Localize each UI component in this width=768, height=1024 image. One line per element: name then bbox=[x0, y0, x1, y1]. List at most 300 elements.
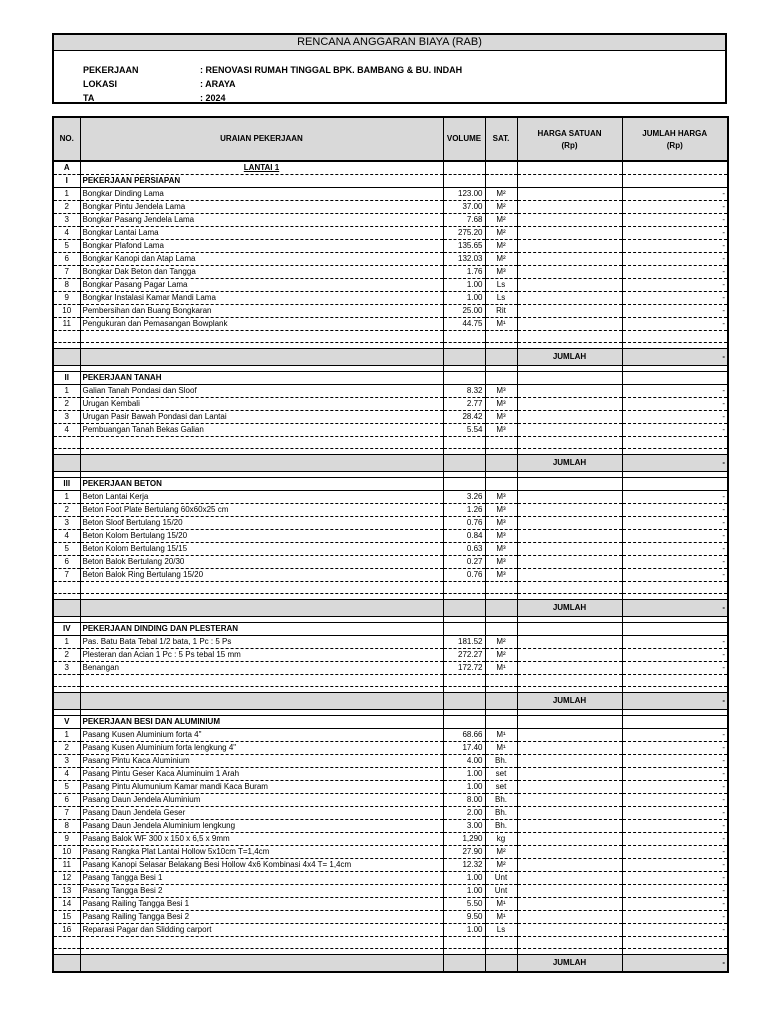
empty-cell bbox=[622, 675, 728, 687]
item-no: 6 bbox=[53, 556, 80, 569]
lantai-no: A bbox=[53, 161, 80, 175]
blank-row bbox=[53, 437, 728, 449]
item-unit-price bbox=[517, 662, 622, 675]
table-row bbox=[53, 318, 728, 331]
item-unit: M¹ bbox=[485, 898, 517, 911]
item-unit: M¹ bbox=[485, 729, 517, 742]
empty-cell bbox=[485, 675, 517, 687]
item-unit: M³ bbox=[485, 530, 517, 543]
empty-cell bbox=[443, 161, 485, 175]
item-no: 13 bbox=[53, 885, 80, 898]
item-unit-price bbox=[517, 781, 622, 794]
subtotal-row bbox=[53, 600, 728, 617]
table-row bbox=[53, 253, 728, 266]
item-unit: M¹ bbox=[485, 911, 517, 924]
empty-cell bbox=[80, 600, 443, 617]
item-volume: 135.65 bbox=[443, 240, 485, 253]
item-volume: 37.00 bbox=[443, 201, 485, 214]
item-unit: Ls bbox=[485, 924, 517, 937]
document-title: RENCANA ANGGARAN BIAYA (RAB) bbox=[54, 35, 725, 51]
item-volume: 1.26 bbox=[443, 504, 485, 517]
empty-cell bbox=[517, 675, 622, 687]
item-desc: Bongkar Kanopi dan Atap Lama bbox=[80, 253, 443, 266]
item-volume: 132.03 bbox=[443, 253, 485, 266]
empty-cell bbox=[443, 600, 485, 617]
item-unit-price bbox=[517, 543, 622, 556]
col-harga-satuan: HARGA SATUAN (Rp) bbox=[517, 117, 622, 161]
item-no: 2 bbox=[53, 742, 80, 755]
empty-cell bbox=[443, 331, 485, 343]
empty-cell bbox=[517, 716, 622, 729]
table-row bbox=[53, 820, 728, 833]
item-desc: Bongkar Lantai Lama bbox=[80, 227, 443, 240]
item-unit: M² bbox=[485, 636, 517, 649]
empty-cell bbox=[622, 161, 728, 175]
empty-cell bbox=[485, 600, 517, 617]
empty-cell bbox=[485, 437, 517, 449]
item-unit-price bbox=[517, 266, 622, 279]
empty-cell bbox=[485, 693, 517, 710]
item-total-price: - bbox=[622, 517, 728, 530]
table-row bbox=[53, 491, 728, 504]
table-row bbox=[53, 201, 728, 214]
item-unit: Unt bbox=[485, 872, 517, 885]
empty-cell bbox=[80, 455, 443, 472]
item-no: 11 bbox=[53, 318, 80, 331]
item-volume: 44.75 bbox=[443, 318, 485, 331]
item-unit: M¹ bbox=[485, 662, 517, 675]
section-no: II bbox=[53, 372, 80, 385]
item-unit-price bbox=[517, 794, 622, 807]
item-unit-price bbox=[517, 885, 622, 898]
item-volume: 0.84 bbox=[443, 530, 485, 543]
blank-row bbox=[53, 937, 728, 949]
item-desc: Pengukuran dan Pemasangan Bowplank bbox=[80, 318, 443, 331]
item-unit: M¹ bbox=[485, 318, 517, 331]
item-unit-price bbox=[517, 491, 622, 504]
item-no: 11 bbox=[53, 859, 80, 872]
empty-cell bbox=[485, 955, 517, 972]
table-row bbox=[53, 636, 728, 649]
item-total-price: - bbox=[622, 729, 728, 742]
subtotal-label: JUMLAH bbox=[517, 693, 622, 710]
item-unit-price bbox=[517, 911, 622, 924]
item-volume: 4.00 bbox=[443, 755, 485, 768]
col-no: NO. bbox=[53, 117, 80, 161]
item-desc: Pasang Kusen Aluminium forta 4" bbox=[80, 729, 443, 742]
empty-cell bbox=[443, 455, 485, 472]
item-unit-price bbox=[517, 846, 622, 859]
item-unit: M³ bbox=[485, 556, 517, 569]
section-title: PEKERJAAN BESI DAN ALUMINIUM bbox=[80, 716, 443, 729]
empty-cell bbox=[622, 437, 728, 449]
item-unit: M³ bbox=[485, 517, 517, 530]
item-volume: 9.50 bbox=[443, 911, 485, 924]
item-total-price: - bbox=[622, 898, 728, 911]
item-volume: 3.00 bbox=[443, 820, 485, 833]
item-no: 3 bbox=[53, 755, 80, 768]
item-volume: 8.00 bbox=[443, 794, 485, 807]
item-unit-price bbox=[517, 411, 622, 424]
empty-cell bbox=[485, 349, 517, 366]
empty-cell bbox=[517, 161, 622, 175]
empty-cell bbox=[443, 675, 485, 687]
empty-cell bbox=[53, 331, 80, 343]
empty-cell bbox=[485, 582, 517, 594]
item-unit: Ls bbox=[485, 279, 517, 292]
item-unit: set bbox=[485, 781, 517, 794]
item-volume: 25.00 bbox=[443, 305, 485, 318]
table-row bbox=[53, 504, 728, 517]
table-row bbox=[53, 885, 728, 898]
item-desc: Pasang Pintu Geser Kaca Aluminuim 1 Arah bbox=[80, 768, 443, 781]
item-desc: Pasang Kusen Aluminium forta lengkung 4" bbox=[80, 742, 443, 755]
table-row bbox=[53, 227, 728, 240]
item-desc: Bongkar Pintu Jendela Lama bbox=[80, 201, 443, 214]
item-volume: 12.32 bbox=[443, 859, 485, 872]
document-header bbox=[52, 33, 727, 104]
empty-cell bbox=[80, 675, 443, 687]
item-volume: 28.42 bbox=[443, 411, 485, 424]
subtotal-value: - bbox=[622, 349, 728, 366]
empty-cell bbox=[53, 693, 80, 710]
item-no: 2 bbox=[53, 201, 80, 214]
section-title: PEKERJAAN BETON bbox=[80, 478, 443, 491]
item-total-price: - bbox=[622, 214, 728, 227]
section-no: III bbox=[53, 478, 80, 491]
blank-row bbox=[53, 331, 728, 343]
table-row bbox=[53, 556, 728, 569]
col-satuan: SAT. bbox=[485, 117, 517, 161]
empty-cell bbox=[443, 478, 485, 491]
item-desc: Galian Tanah Pondasi dan Sloof bbox=[80, 385, 443, 398]
item-unit-price bbox=[517, 279, 622, 292]
item-unit-price bbox=[517, 227, 622, 240]
item-volume: 172.72 bbox=[443, 662, 485, 675]
item-volume: 1.00 bbox=[443, 768, 485, 781]
subtotal-row bbox=[53, 693, 728, 710]
item-total-price: - bbox=[622, 227, 728, 240]
table-row bbox=[53, 517, 728, 530]
item-unit: set bbox=[485, 768, 517, 781]
rab-body bbox=[53, 161, 728, 972]
item-total-price: - bbox=[622, 292, 728, 305]
item-desc: Beton Balok Ring Bertulang 15/20 bbox=[80, 569, 443, 582]
empty-cell bbox=[53, 349, 80, 366]
item-unit-price bbox=[517, 305, 622, 318]
section-no: V bbox=[53, 716, 80, 729]
empty-cell bbox=[517, 582, 622, 594]
item-desc: Reparasi Pagar dan Slidding carport bbox=[80, 924, 443, 937]
item-desc: Pasang Balok WF 300 x 150 x 6,5 x 9mm bbox=[80, 833, 443, 846]
item-unit-price bbox=[517, 898, 622, 911]
table-row bbox=[53, 543, 728, 556]
empty-cell bbox=[53, 955, 80, 972]
meta-label: LOKASI bbox=[83, 79, 118, 89]
item-unit-price bbox=[517, 768, 622, 781]
item-unit-price bbox=[517, 424, 622, 437]
item-desc: Pasang Tangga Besi 2 bbox=[80, 885, 443, 898]
item-total-price: - bbox=[622, 504, 728, 517]
item-volume: 8.32 bbox=[443, 385, 485, 398]
empty-cell bbox=[517, 937, 622, 949]
item-desc: Pembuangan Tanah Bekas Galian bbox=[80, 424, 443, 437]
empty-cell bbox=[485, 161, 517, 175]
item-volume: 7.68 bbox=[443, 214, 485, 227]
item-no: 7 bbox=[53, 266, 80, 279]
section-header-row bbox=[53, 623, 728, 636]
item-no: 5 bbox=[53, 240, 80, 253]
item-unit: M³ bbox=[485, 569, 517, 582]
empty-cell bbox=[443, 955, 485, 972]
item-unit-price bbox=[517, 833, 622, 846]
item-volume: 1.00 bbox=[443, 924, 485, 937]
empty-cell bbox=[517, 437, 622, 449]
empty-cell bbox=[80, 955, 443, 972]
item-total-price: - bbox=[622, 781, 728, 794]
item-desc: Pas. Batu Bata Tebal 1/2 bata, 1 Pc : 5 Ps bbox=[80, 636, 443, 649]
item-desc: Bongkar Dak Beton dan Tangga bbox=[80, 266, 443, 279]
item-no: 14 bbox=[53, 898, 80, 911]
item-total-price: - bbox=[622, 318, 728, 331]
item-total-price: - bbox=[622, 768, 728, 781]
table-row bbox=[53, 398, 728, 411]
item-total-price: - bbox=[622, 807, 728, 820]
section-header-row bbox=[53, 175, 728, 188]
empty-cell bbox=[443, 437, 485, 449]
table-row bbox=[53, 424, 728, 437]
item-unit: Ls bbox=[485, 292, 517, 305]
item-no: 1 bbox=[53, 188, 80, 201]
subtotal-value: - bbox=[622, 955, 728, 972]
item-volume: 5.54 bbox=[443, 424, 485, 437]
item-unit-price bbox=[517, 188, 622, 201]
item-unit: M³ bbox=[485, 385, 517, 398]
item-no: 12 bbox=[53, 872, 80, 885]
item-total-price: - bbox=[622, 872, 728, 885]
empty-cell bbox=[53, 437, 80, 449]
item-unit: M³ bbox=[485, 504, 517, 517]
item-total-price: - bbox=[622, 859, 728, 872]
item-total-price: - bbox=[622, 794, 728, 807]
item-unit-price bbox=[517, 517, 622, 530]
item-unit-price bbox=[517, 649, 622, 662]
subtotal-value: - bbox=[622, 455, 728, 472]
item-no: 4 bbox=[53, 530, 80, 543]
item-volume: 0.76 bbox=[443, 569, 485, 582]
item-no: 1 bbox=[53, 491, 80, 504]
table-row bbox=[53, 768, 728, 781]
item-total-price: - bbox=[622, 742, 728, 755]
item-unit-price bbox=[517, 292, 622, 305]
item-total-price: - bbox=[622, 491, 728, 504]
item-unit-price bbox=[517, 742, 622, 755]
empty-cell bbox=[622, 331, 728, 343]
item-volume: 5.50 bbox=[443, 898, 485, 911]
section-no: IV bbox=[53, 623, 80, 636]
item-unit-price bbox=[517, 240, 622, 253]
item-total-price: - bbox=[622, 398, 728, 411]
item-unit: M³ bbox=[485, 266, 517, 279]
item-total-price: - bbox=[622, 662, 728, 675]
section-title: PEKERJAAN DINDING DAN PLESTERAN bbox=[80, 623, 443, 636]
blank-row bbox=[53, 582, 728, 594]
table-row bbox=[53, 729, 728, 742]
item-unit: kg bbox=[485, 833, 517, 846]
subtotal-row bbox=[53, 349, 728, 366]
item-volume: 1.00 bbox=[443, 781, 485, 794]
item-unit-price bbox=[517, 253, 622, 266]
item-total-price: - bbox=[622, 424, 728, 437]
item-no: 2 bbox=[53, 649, 80, 662]
item-volume: 0.27 bbox=[443, 556, 485, 569]
item-volume: 2.77 bbox=[443, 398, 485, 411]
item-total-price: - bbox=[622, 253, 728, 266]
item-volume: 1,290 bbox=[443, 833, 485, 846]
item-total-price: - bbox=[622, 556, 728, 569]
item-total-price: - bbox=[622, 385, 728, 398]
col-jumlah-harga: JUMLAH HARGA (Rp) bbox=[622, 117, 728, 161]
item-unit-price bbox=[517, 530, 622, 543]
empty-cell bbox=[443, 693, 485, 710]
table-row bbox=[53, 794, 728, 807]
item-desc: Benangan bbox=[80, 662, 443, 675]
item-desc: Beton Kolom Bertulang 15/20 bbox=[80, 530, 443, 543]
col-uraian: URAIAN PEKERJAAN bbox=[80, 117, 443, 161]
meta-label: PEKERJAAN bbox=[83, 65, 139, 75]
empty-cell bbox=[622, 372, 728, 385]
table-row bbox=[53, 530, 728, 543]
item-unit: M² bbox=[485, 201, 517, 214]
table-row bbox=[53, 292, 728, 305]
table-row bbox=[53, 188, 728, 201]
item-desc: Pembersihan dan Buang Bongkaran bbox=[80, 305, 443, 318]
item-total-price: - bbox=[622, 911, 728, 924]
item-unit-price bbox=[517, 755, 622, 768]
section-no: I bbox=[53, 175, 80, 188]
table-row bbox=[53, 859, 728, 872]
item-no: 4 bbox=[53, 424, 80, 437]
subtotal-value: - bbox=[622, 693, 728, 710]
item-unit-price bbox=[517, 807, 622, 820]
item-unit: M² bbox=[485, 240, 517, 253]
item-volume: 1.00 bbox=[443, 872, 485, 885]
item-desc: Bongkar Pasang Pagar Lama bbox=[80, 279, 443, 292]
item-total-price: - bbox=[622, 833, 728, 846]
section-header-row bbox=[53, 716, 728, 729]
table-row bbox=[53, 649, 728, 662]
item-desc: Pasang Tangga Besi 1 bbox=[80, 872, 443, 885]
item-unit: M³ bbox=[485, 424, 517, 437]
table-header-row bbox=[53, 117, 728, 161]
item-total-price: - bbox=[622, 266, 728, 279]
item-no: 8 bbox=[53, 279, 80, 292]
item-total-price: - bbox=[622, 569, 728, 582]
empty-cell bbox=[443, 349, 485, 366]
item-no: 3 bbox=[53, 517, 80, 530]
table-row bbox=[53, 385, 728, 398]
empty-cell bbox=[80, 582, 443, 594]
empty-cell bbox=[622, 623, 728, 636]
item-volume: 2.00 bbox=[443, 807, 485, 820]
table-row bbox=[53, 872, 728, 885]
item-total-price: - bbox=[622, 543, 728, 556]
item-total-price: - bbox=[622, 279, 728, 292]
item-unit: Bh. bbox=[485, 820, 517, 833]
item-no: 9 bbox=[53, 833, 80, 846]
item-unit-price bbox=[517, 820, 622, 833]
empty-cell bbox=[622, 582, 728, 594]
item-unit: M³ bbox=[485, 543, 517, 556]
item-no: 7 bbox=[53, 807, 80, 820]
item-volume: 17.40 bbox=[443, 742, 485, 755]
meta-value: : 2024 bbox=[200, 93, 226, 103]
empty-cell bbox=[485, 623, 517, 636]
table-row bbox=[53, 240, 728, 253]
item-volume: 68.66 bbox=[443, 729, 485, 742]
item-unit: Rit bbox=[485, 305, 517, 318]
empty-cell bbox=[485, 716, 517, 729]
item-desc: Pasang Rangka Plat Lantai Hollow 5x10cm T=1,4cm bbox=[80, 846, 443, 859]
item-no: 4 bbox=[53, 768, 80, 781]
item-no: 1 bbox=[53, 636, 80, 649]
item-unit: Bh. bbox=[485, 755, 517, 768]
empty-cell bbox=[443, 716, 485, 729]
subtotal-label: JUMLAH bbox=[517, 455, 622, 472]
item-total-price: - bbox=[622, 305, 728, 318]
empty-cell bbox=[53, 600, 80, 617]
item-volume: 275.20 bbox=[443, 227, 485, 240]
item-no: 1 bbox=[53, 729, 80, 742]
table-row bbox=[53, 846, 728, 859]
item-desc: Bongkar Instalasi Kamar Mandi Lama bbox=[80, 292, 443, 305]
item-desc: Beton Foot Plate Bertulang 60x60x25 cm bbox=[80, 504, 443, 517]
item-unit-price bbox=[517, 729, 622, 742]
item-unit: M² bbox=[485, 649, 517, 662]
subtotal-label: JUMLAH bbox=[517, 600, 622, 617]
item-unit-price bbox=[517, 318, 622, 331]
section-header-row bbox=[53, 372, 728, 385]
empty-cell bbox=[443, 372, 485, 385]
item-unit: M³ bbox=[485, 411, 517, 424]
item-unit-price bbox=[517, 398, 622, 411]
item-unit: M¹ bbox=[485, 742, 517, 755]
table-row bbox=[53, 279, 728, 292]
empty-cell bbox=[485, 372, 517, 385]
empty-cell bbox=[622, 937, 728, 949]
empty-cell bbox=[517, 175, 622, 188]
item-volume: 1.00 bbox=[443, 885, 485, 898]
empty-cell bbox=[80, 349, 443, 366]
table-row bbox=[53, 755, 728, 768]
item-no: 5 bbox=[53, 781, 80, 794]
item-total-price: - bbox=[622, 820, 728, 833]
item-no: 1 bbox=[53, 385, 80, 398]
empty-cell bbox=[443, 175, 485, 188]
empty-cell bbox=[517, 372, 622, 385]
item-unit-price bbox=[517, 569, 622, 582]
item-no: 5 bbox=[53, 543, 80, 556]
table-row bbox=[53, 662, 728, 675]
item-total-price: - bbox=[622, 755, 728, 768]
item-total-price: - bbox=[622, 411, 728, 424]
empty-cell bbox=[485, 455, 517, 472]
item-unit: Unt bbox=[485, 885, 517, 898]
item-total-price: - bbox=[622, 188, 728, 201]
blank-row bbox=[53, 675, 728, 687]
empty-cell bbox=[485, 175, 517, 188]
empty-cell bbox=[485, 331, 517, 343]
